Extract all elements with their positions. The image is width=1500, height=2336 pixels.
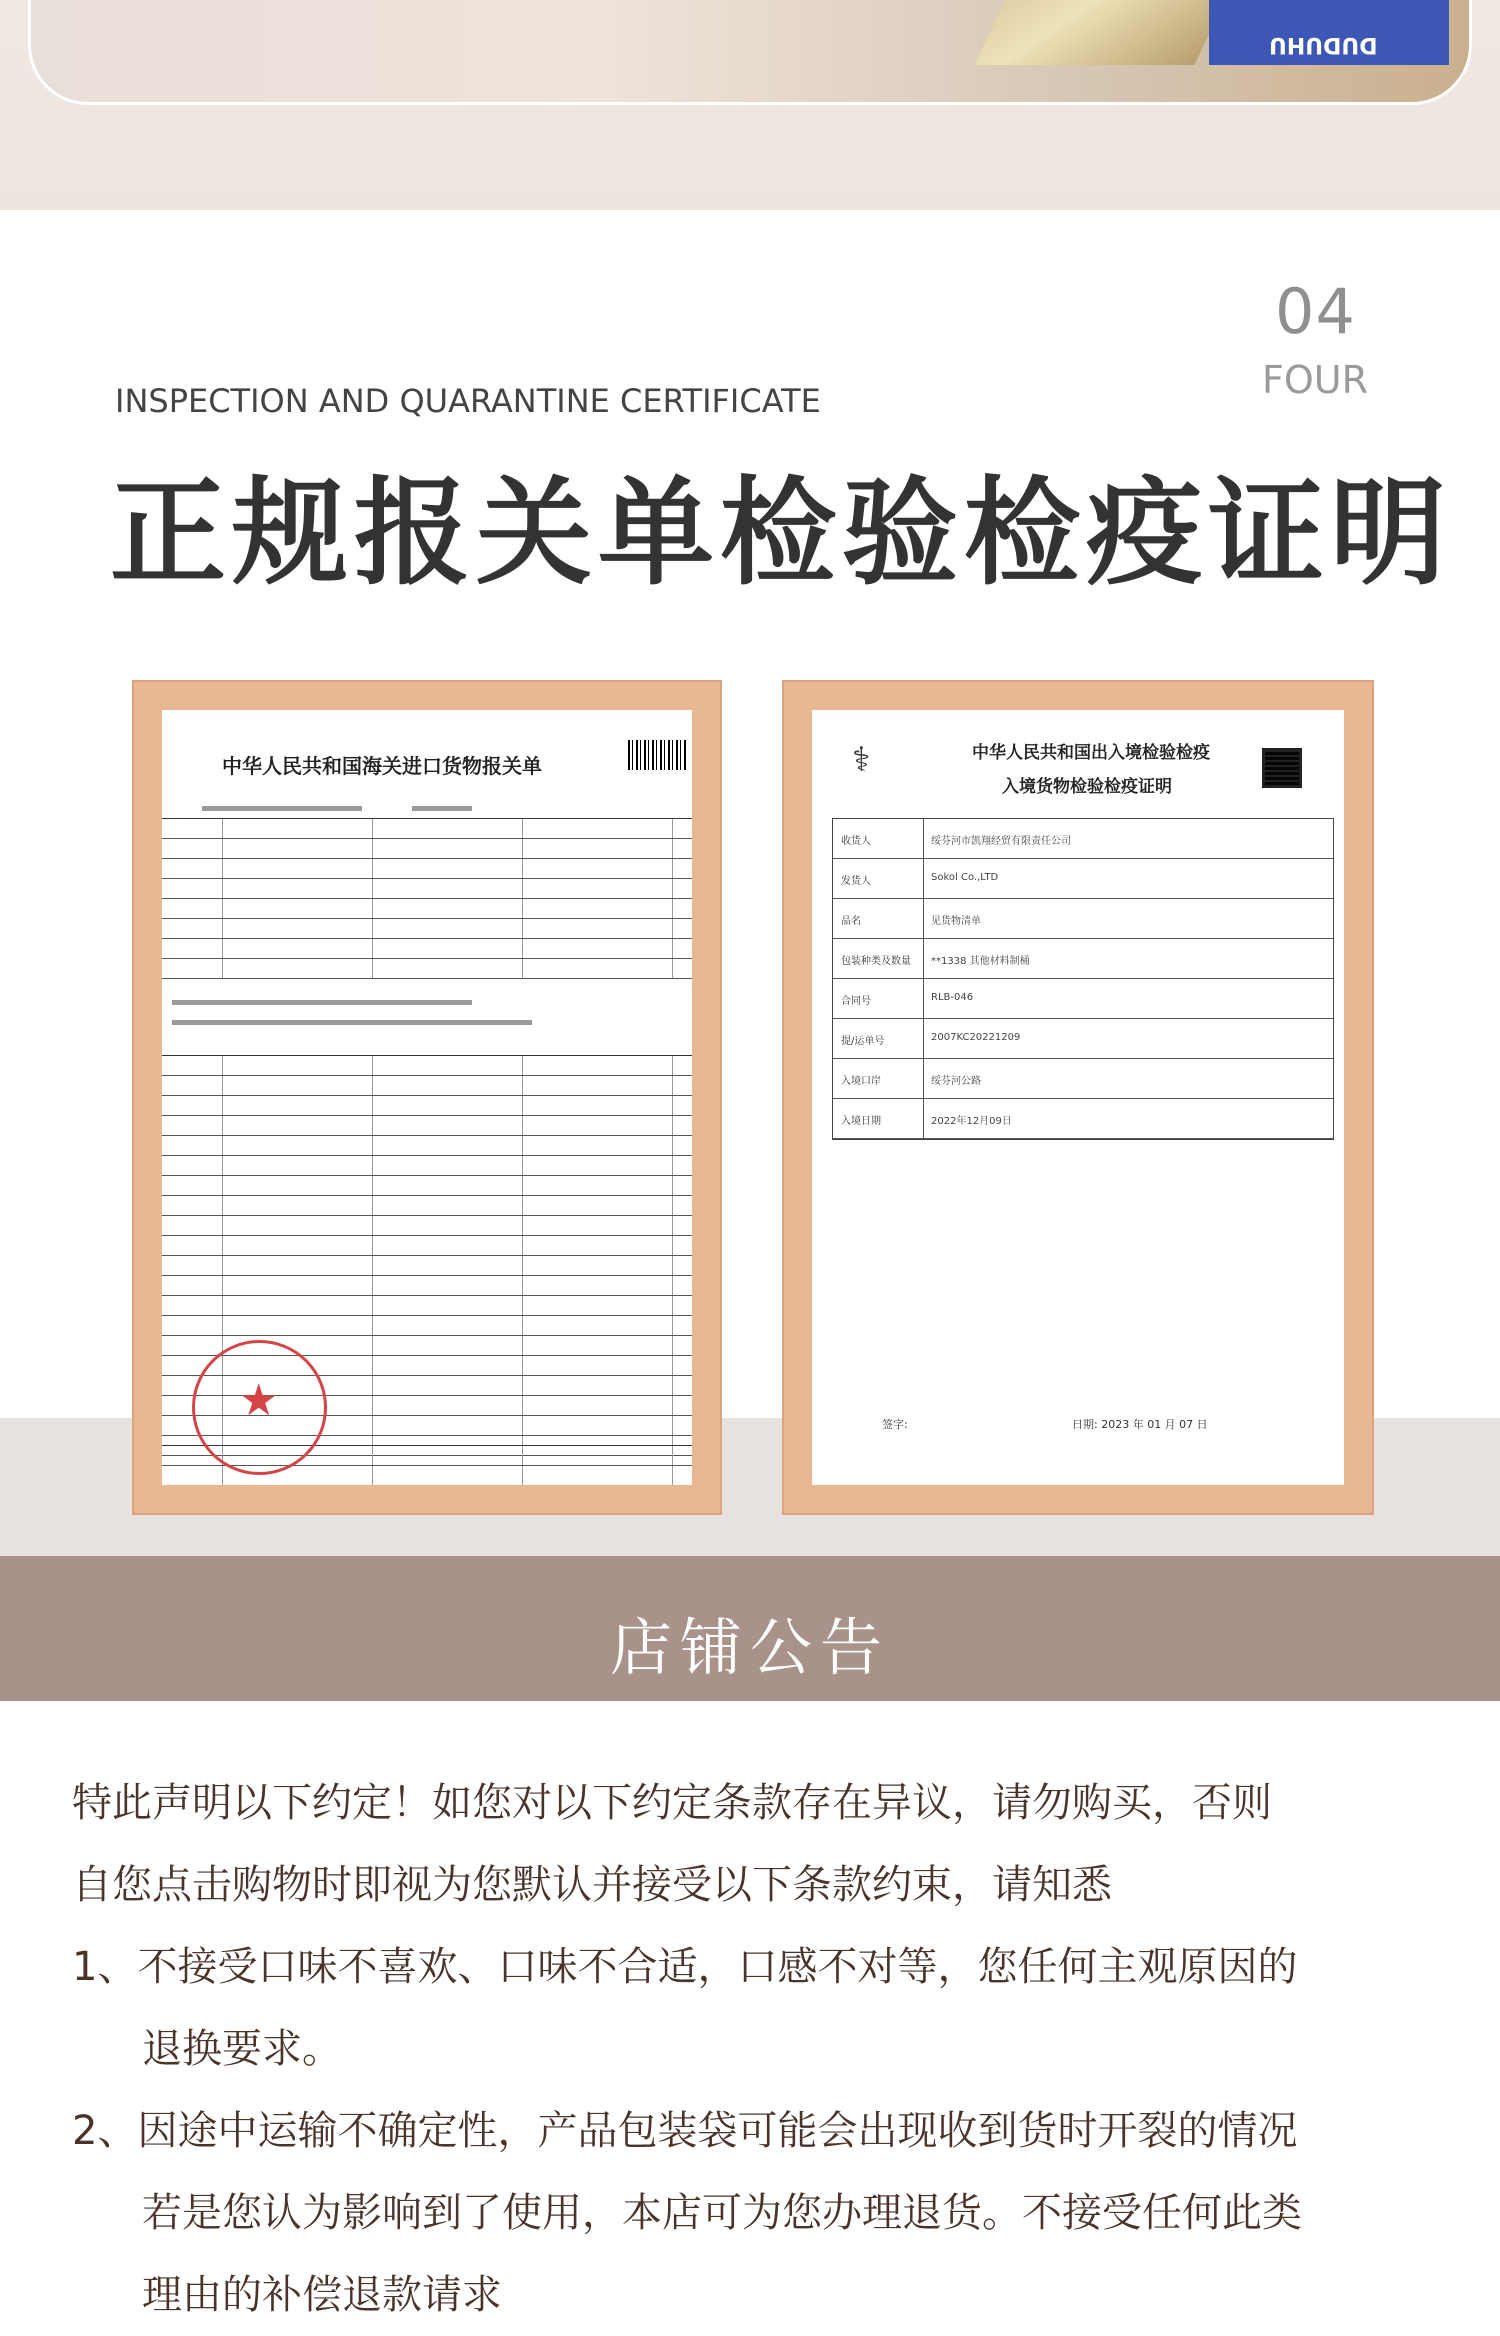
hero-image: [0, 0, 1500, 210]
certificate-title-line2: 入境货物检验检疫证明: [1002, 777, 1172, 797]
notice-item-1: 1、不接受口味不喜欢、口味不合适，口感不对等，您任何主观原因的: [72, 1944, 1298, 1990]
certificate-table: [832, 818, 1334, 1140]
notice-item-2-cont: 若是您认为影响到了使用，本店可为您办理退货。不接受任何此类: [142, 2190, 1302, 2236]
foil-wrapper: [975, 0, 1244, 65]
section-number: 04: [1275, 275, 1356, 348]
barcode-icon: [628, 740, 686, 770]
notice-title: 店铺公告: [609, 1611, 890, 1684]
table-row: 包装种类及数量 **1338 其他材料制桶: [833, 939, 1333, 979]
certificate-date: 日期: 2023 年 01 月 07 日: [1072, 1418, 1208, 1431]
notice-intro-line: 特此声明以下约定！如您对以下约定条款存在异议，请勿购买，否则: [72, 1780, 1272, 1826]
section-word: FOUR: [1262, 358, 1368, 402]
product-photo: [28, 0, 1472, 105]
signature-label: 签字:: [882, 1418, 908, 1431]
doc-text-line: [202, 806, 362, 811]
table-row: 入境口岸 绥芬河公路: [833, 1059, 1333, 1099]
notice-item-2: 2、因途中运输不确定性，产品包装袋可能会出现收到货时开裂的情况: [72, 2108, 1298, 2154]
customs-doc-title: 中华人民共和国海关进口货物报关单: [222, 754, 542, 778]
table-row: 提/运单号 2007KC20221209: [833, 1019, 1333, 1059]
certificate-title-line1: 中华人民共和国出入境检验检疫: [972, 743, 1210, 763]
doc-text-line: [172, 1000, 472, 1005]
table-row: 品名 见货物清单: [833, 899, 1333, 939]
product-label-text: DUDUHU: [1269, 32, 1378, 57]
inspection-certificate-document: [812, 710, 1344, 1485]
section-subtitle: INSPECTION AND QUARANTINE CERTIFICATE: [115, 382, 821, 420]
red-seal-stamp: [192, 1340, 327, 1475]
table-row: 合同号 RLB-046: [833, 979, 1333, 1019]
table-row: 收货人 绥芬河市凯翔经贸有限责任公司: [833, 819, 1333, 859]
inspection-certificate-frame: [782, 680, 1374, 1515]
notice-item-1-cont: 退换要求。: [142, 2026, 342, 2072]
doc-text-line: [172, 1020, 532, 1025]
product-label: [1209, 0, 1449, 65]
notice-item-2-cont: 理由的补偿退款请求: [142, 2272, 502, 2318]
inspection-emblem-icon: ⚕: [852, 740, 871, 780]
customs-declaration-document: [162, 710, 692, 1485]
notice-body: [72, 1762, 1442, 2336]
table-row: 入境日期 2022年12月09日: [833, 1099, 1333, 1139]
notice-intro-line: 自您点击购物时即视为您默认并接受以下条款约束，请知悉: [72, 1862, 1112, 1908]
customs-table: [162, 818, 692, 979]
customs-declaration-frame: [132, 680, 722, 1515]
section-title: 正规报关单检验检疫证明: [110, 466, 1452, 601]
qr-code-icon: [1262, 748, 1302, 788]
doc-text-line: [412, 806, 472, 811]
table-row: 发货人 Sokol Co.,LTD: [833, 859, 1333, 899]
